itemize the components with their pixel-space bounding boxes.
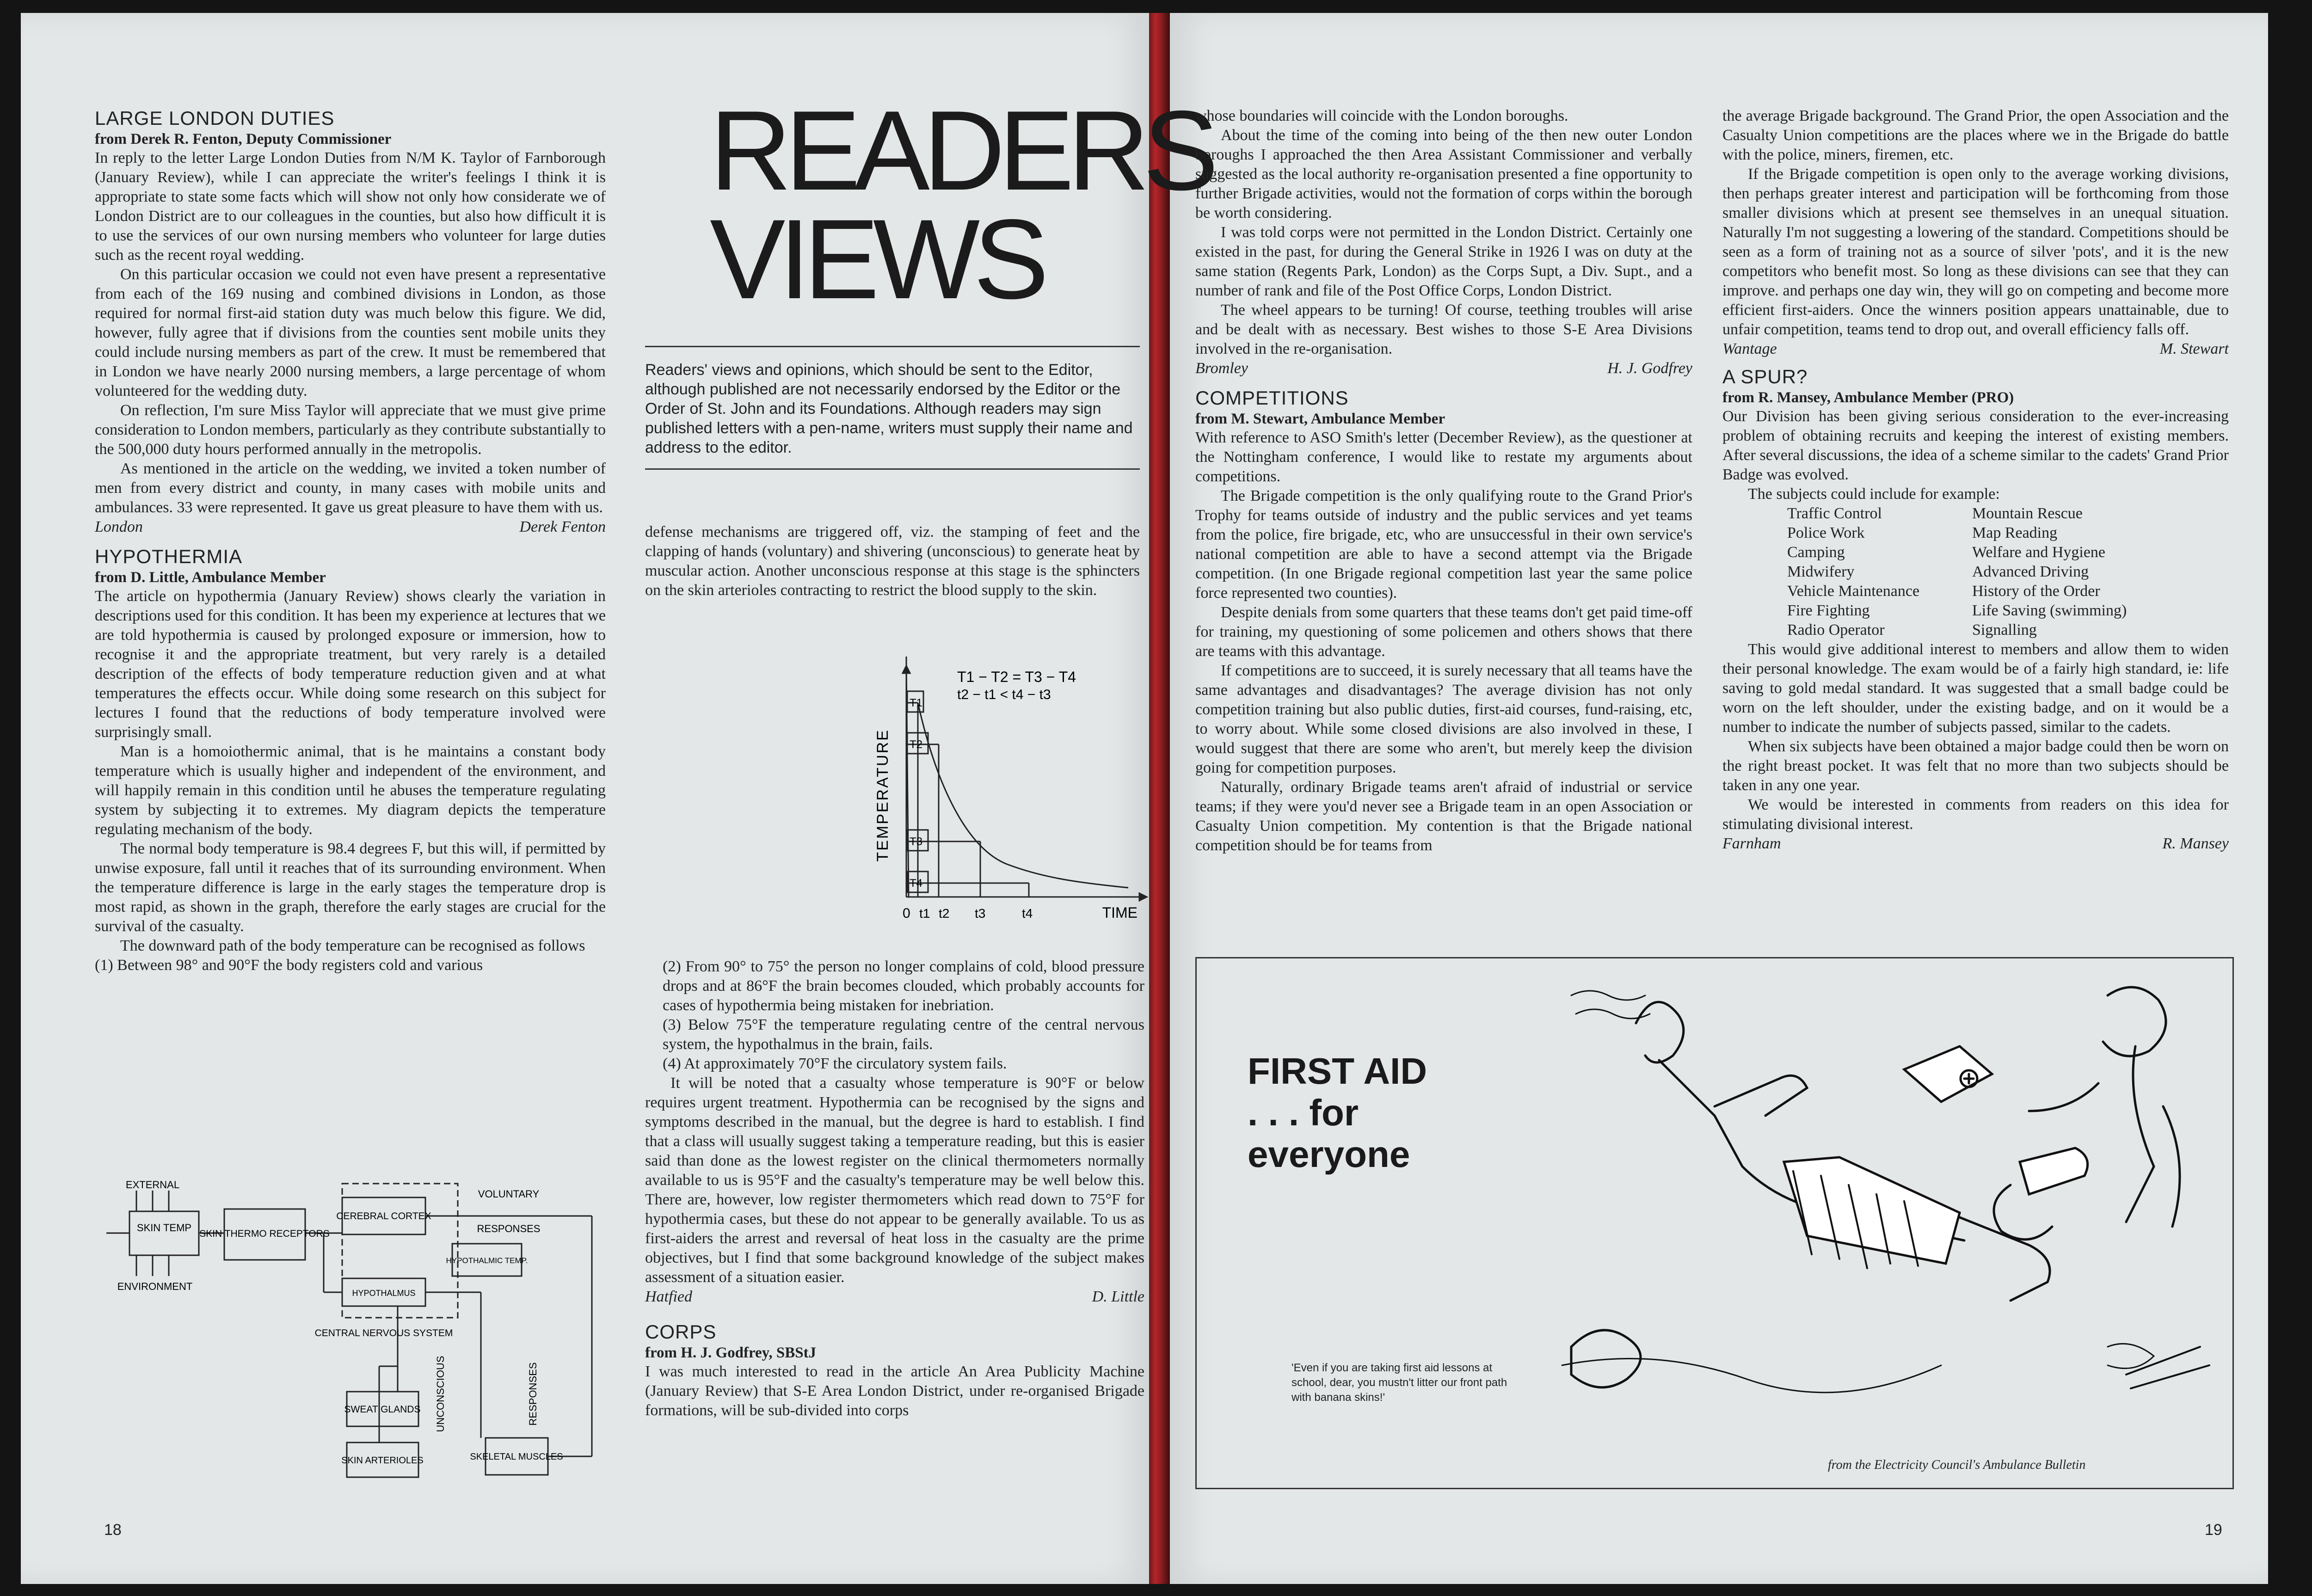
paragraph: If the Brigade competition is open only to the average working divisions, then perhaps greater interest and participation will be forthcoming from those smaller divisions which at present see themselves in an unequal situation. Naturally I'm not suggesting a lowering of the standard. Competitions should be seen as a form of training not as a source of silver 'pots', and it is the new competitors who benefit most. So long as these divisions can see that they can improve. and perhaps one day win, they will go on competing and become more efficient first-aiders. Once the winners position appears unattainable, due to unfair competition, teams tend to drop out, and overall efficiency falls off. — [1722, 166, 2229, 338]
tick-label: T3 — [910, 835, 923, 848]
large-london-byline: from Derek R. Fenton, Deputy Commissioner — [95, 131, 392, 147]
paragraph: If competitions are to succeed, it is surely necessary that all teams have the same advantages and disadvantages? The average division has not only competition training but also public duties, first-aid courses, fund-raising, etc, to worry about. While some closed divisions are also involved in these, I would suggest that there are some who aren't, but merely keep the division going for competition purposes. — [1195, 662, 1692, 776]
graph-xlabel: TIME — [1102, 904, 1138, 921]
paragraph: Man is a homoiothermic animal, that is he maintains a constant body temperature which is usually higher and independent of the environment, and will happily remain in this condition until he abuses the temperature regulating system by subjecting it to extremes. My diagram depicts the temperature regulating mechanism of the body. — [95, 743, 606, 838]
label-voluntary: VOLUNTARY — [478, 1188, 540, 1200]
paragraph: About the time of the coming into being of the then new outer London boroughs I approached the then Area Assistant Commissioner and verbally suggested as the local authority re-organisation presented a fine opportunity to further Brigade activities, would not the formation of corps within the borough be worth considering. — [1195, 127, 1692, 221]
list-item: Life Saving (swimming) — [1972, 602, 2127, 619]
tick-label: t4 — [1022, 906, 1033, 921]
temperature-graph — [869, 657, 1156, 934]
paragraph: The wheel appears to be turning! Of course, teething troubles will arise and be dealt with as necessary. Best wishes to those S-E Area Divisions involved in the re-organisation. — [1195, 301, 1692, 357]
label-cns: CENTRAL NERVOUS SYSTEM — [314, 1328, 453, 1338]
paragraph: As mentioned in the article on the wedding, we invited a token number of men from every district and county, in many cases with mobile units and ambulances. 33 were represented. It gave us great pleasure to have them with us. — [95, 460, 606, 516]
list-item: Camping — [1787, 544, 1845, 561]
corps-heading: CORPS — [645, 1321, 717, 1343]
cartoon-panel — [1195, 957, 2234, 1489]
label-responses-vertical: RESPONSES — [527, 1362, 539, 1426]
paragraph: With reference to ASO Smith's letter (December Review), as the questioner at the Nottingham conference, I would like to restate my arguments about competitions. — [1195, 429, 1692, 485]
page-title-readers: READERS — [710, 87, 1212, 214]
center-column-lower — [645, 957, 1144, 1420]
cartoon-title-line3: everyone — [1248, 1134, 1410, 1175]
label-external: EXTERNAL — [125, 1179, 180, 1191]
cooling-curve — [918, 703, 1128, 888]
woman-head — [1636, 1002, 1684, 1062]
list-item: Police Work — [1787, 524, 1865, 541]
signature — [95, 517, 606, 537]
paragraph: When six subjects have been obtained a major badge could then be worn on the right breast pocket. It was felt that no more than two subjects should be taken in any one year. — [1722, 738, 2229, 794]
list-item: Advanced Driving — [1972, 563, 2089, 580]
paragraph: I was much interested to read in the article An Area Publicity Machine (January Review) that S-E Area London District, under re-organised Brigade formations, will be sub-divided into corps — [645, 1363, 1144, 1419]
signature-place: Wantage — [1722, 340, 1777, 357]
signature-place: Bromley — [1195, 360, 1248, 377]
right-column-1 — [1195, 106, 1692, 855]
page-number-left: 18 — [104, 1521, 122, 1539]
tick-label: t1 — [919, 906, 930, 921]
label-skin-temp: SKIN TEMP — [136, 1222, 192, 1234]
paragraph: On this particular occasion we could not even have present a representative from each of the 169 nusing and combined divisions in London, as those required for normal first-aid station duty was much below this figure. We did, however, fully agree that if divisions from the counties sent mobile units they could include nursing members as part of the crew. It must be remembered that in London we have nearly 2000 nursing members, a large percentage of whom volunteered for the wedding duty. — [95, 266, 606, 399]
list-item: History of the Order — [1972, 583, 2100, 600]
tick-label: T4 — [910, 877, 923, 890]
large-london-heading: LARGE LONDON DUTIES — [95, 107, 335, 129]
list-item: Midwifery — [1787, 563, 1855, 580]
page-title-views: VIEWS — [710, 196, 1043, 322]
spur-byline: from R. Mansey, Ambulance Member (PRO) — [1722, 389, 2014, 406]
hypothermia-heading: HYPOTHERMIA — [95, 546, 243, 567]
competitions-byline: from M. Stewart, Ambulance Member — [1195, 411, 1445, 427]
list-item: Signalling — [1972, 621, 2037, 638]
list-item: Vehicle Maintenance — [1787, 583, 1920, 600]
list-item: Mountain Rescue — [1972, 505, 2083, 522]
corps-byline: from H. J. Godfrey, SBStJ — [645, 1344, 817, 1361]
signature-place: London — [95, 518, 143, 535]
label-unconscious: UNCONSCIOUS — [435, 1356, 446, 1432]
signature — [1722, 339, 2229, 359]
paragraph: I was told corps were not permitted in the London District. Certainly one existed in the past, for during the General Strike in 1926 I was on duty at the same station (Regents Park, London) as the Corps Supt, a Div. Supt., and a number of rank and file of the Post Office Corps, London District. — [1195, 224, 1692, 299]
temperature-regulation-diagram — [92, 1177, 615, 1491]
tick-label: T1 — [910, 697, 923, 709]
paragraph: This would give additional interest to members and allow them to widen their personal knowledge. The exam would be of a fairly high standard, ie: life saving to gold medal standard. It was suggested that a small badge could be worn on the left shoulder, under the existing badge, and on it would be a number to indicate the number of subjects passed, similar to the cadets. — [1722, 641, 2229, 736]
paragraph: It will be noted that a casualty whose temperature is 90°F or below requires urgent treatment. Hypothermia can be recognised by the signs and symptoms described in the manual, but the degree is hard to establish. I find that a class will usually suggest taking a temperature reading, but this is easier said than done as the lowest register on the clinical thermometers normally available to us is 95°F and the casualty's temperature may be well below this. There are, however, low register thermometers which read down to 75°F for hypothermia cases, but these do not appear to be generally available. To us as first-aiders the arrest and reversal of heat loss in the casualty are the prime objectives, but I find that some background knowledge of the subject makes assessment of a situation easier. — [645, 1074, 1144, 1286]
list-item: Traffic Control — [1787, 505, 1882, 522]
label-hypothalmus: HYPOTHALMUS — [352, 1289, 416, 1298]
graph-equation-1: T1 − T2 = T3 − T4 — [957, 669, 1076, 685]
graph-equation-2: t2 − t1 < t4 − t3 — [957, 687, 1051, 702]
cartoon-caption: 'Even if you are taking first aid lessons at school, dear, you mustn't litter our front path with banana skins!' — [1291, 1362, 1507, 1404]
signature — [645, 1287, 1144, 1307]
signature-place: Hatfied — [645, 1288, 692, 1305]
right-column-2 — [1722, 106, 2229, 853]
signature-name: H. J. Godfrey — [1607, 360, 1692, 377]
hypothermia-byline: from D. Little, Ambulance Member — [95, 569, 326, 586]
paragraph: Despite denials from some quarters that these teams don't get paid time-off for training, my questioning of some policemen and others shows that there are teams with this advantage. — [1195, 604, 1692, 660]
signature-name: M. Stewart — [2159, 340, 2229, 357]
label-responses: RESPONSES — [477, 1223, 541, 1234]
paragraph: Naturally, ordinary Brigade teams aren't afraid of industrial or service teams; if they were you'd never see a Brigade team in an open Association or Casualty Union competition. My contention is that the Brigade national competition should be for teams from — [1195, 779, 1692, 854]
paragraph: In reply to the letter Large London Duties from N/M K. Taylor of Farnborough (January Review), while I can appreciate the writer's feelings I think it is appropriate to state some facts which will show not only how considerate we of London District are to our colleagues in the counties, but also how difficult it is to use the services of our own nursing members who volunteer for large duties such as the recent royal wedding. — [95, 149, 606, 264]
spur-heading: A SPUR? — [1722, 366, 1808, 387]
label-hypothalmic-temp: HYPOTHALMIC TEMP. — [446, 1256, 528, 1265]
tick-label: t2 — [939, 906, 950, 921]
list-item: Map Reading — [1972, 524, 2058, 541]
signature — [1722, 834, 2229, 853]
hat — [2020, 1148, 2088, 1194]
paragraph: The article on hypothermia (January Review) shows clearly the variation in descriptions used for this condition. It has been my experience at lectures that we are told hypothermia is caused by prolonged exposure or immersion, how to recognise it and the appropriate treatment, but very rarely is a detailed description of the effects of body temperature reduction given and at what temperatures the effects occur. While doing some research on this subject for lectures I found that the reductions of body temperature involved were surprisingly small. — [95, 588, 606, 741]
first-aid-box — [1904, 1046, 1992, 1102]
subjects-list — [1787, 504, 2229, 640]
cartoon-credit: from the Electricity Council's Ambulance Bulletin — [1828, 1458, 2086, 1472]
list-item: Welfare and Hygiene — [1972, 544, 2106, 561]
label-skeletal-muscles: SKELETAL MUSCLES — [470, 1452, 563, 1462]
paragraph: The subjects could include for example: — [1748, 485, 2000, 503]
list-item: Radio Operator — [1787, 621, 1885, 638]
signature-name: D. Little — [1092, 1288, 1144, 1305]
paragraph: The downward path of the body temperature can be recognised as follows — [120, 937, 585, 954]
cartoon-illustration — [1553, 968, 2223, 1444]
paragraph: The normal body temperature is 98.4 degrees F, but this will, if permitted by unwise exposure, fall until it reaches that of its surrounding environment. When the temperature difference is large in the early stages the temperature drop is most rapid, as shown in the graph, therefore the early stages are crucial for the survival of the casualty. — [95, 840, 606, 935]
tick-label: T2 — [910, 738, 923, 751]
competitions-heading: COMPETITIONS — [1195, 387, 1349, 409]
signature-place: Farnham — [1722, 835, 1781, 852]
signature — [1195, 359, 1692, 378]
tick-label: t3 — [975, 906, 986, 921]
cartoon-title-line1: FIRST AID — [1248, 1050, 1427, 1092]
label-environment: ENVIRONMENT — [117, 1281, 193, 1292]
paragraph: On reflection, I'm sure Miss Taylor will appreciate that we must give prime consideration to London members, particularly as they contribute substantially to the 500,000 duty hours performed annually in the metropolis. — [95, 402, 606, 458]
label-skin-arterioles: SKIN ARTERIOLES — [341, 1455, 424, 1466]
paragraph: the average Brigade background. The Grand Prior, the open Association and the Casualty Union competitions are the places where we in the Brigade do battle with the police, miners, firemen, etc. — [1722, 107, 2229, 163]
list-item: Fire Fighting — [1787, 602, 1870, 619]
paragraph: defense mechanisms are triggered off, viz. the stamping of feet and the clapping of hands (voluntary) and shivering (unconscious) to generate heat by muscular action. Another unconscious response at this stage is the sphincters on the skin arterioles contracting to restrict the blood supply to the skin. — [645, 523, 1140, 599]
paragraph: We would be interested in comments from readers on this idea for stimulating divisional interest. — [1722, 796, 2229, 833]
paragraph: The Brigade competition is the only qualifying route to the Grand Prior's Trophy for teams outside of industry and the public services and yet teams from the police, fire brigade, etc, who are unsuccessful in their own service's national competition are able to have a second attempt via the Brigade competition. (In one Brigade regional competition last year the same police force represented two counties). — [1195, 487, 1692, 602]
list-item: (4) At approximately 70°F the circulatory system fails. — [663, 1055, 1007, 1072]
label-sweat-glands: SWEAT GLANDS — [344, 1404, 421, 1415]
tick-label: 0 — [903, 906, 910, 921]
left-column — [95, 104, 606, 975]
graph-ylabel: TEMPERATURE — [874, 729, 892, 862]
cartoon-title-line2: . . . for — [1248, 1092, 1359, 1133]
page-number-right: 19 — [2205, 1521, 2222, 1539]
signature-name: R. Mansey — [2162, 835, 2229, 852]
label-cerebral-cortex: CEREBRAL CORTEX — [336, 1211, 431, 1222]
list-item: (3) Below 75°F the temperature regulating centre of the central nervous system, the hypothalmus in the brain, fails. — [663, 1016, 1144, 1053]
paragraph: Our Division has been giving serious consideration to the ever-increasing problem of obtaining recruits and keeping the interest of existing members. After several discussions, the idea of a scheme similar to the cadets' Grand Prior Badge was evolved. — [1722, 408, 2229, 483]
signature-name: Derek Fenton — [519, 518, 606, 535]
label-skin-thermo: SKIN THERMO RECEPTORS — [199, 1228, 330, 1239]
center-column — [645, 522, 1140, 600]
list-item: (2) From 90° to 75° the person no longer complains of cold, blood pressure drops and at 86°F the brain becomes clouded, which probably accounts for cases of hypothermia being mistaken for inebriation. — [663, 958, 1144, 1014]
paragraph: (1) Between 98° and 90°F the body registers cold and various — [95, 957, 483, 974]
intro-box: Readers' views and opinions, which should be sent to the Editor, although published are not necessarily endorsed by the Editor or the Order of St. John and its Foundations. Although readers may sign published letters with a pen-name, writers must supply their name and address to the editor. — [645, 346, 1140, 470]
paragraph: whose boundaries will coincide with the London boroughs. — [1195, 107, 1568, 124]
